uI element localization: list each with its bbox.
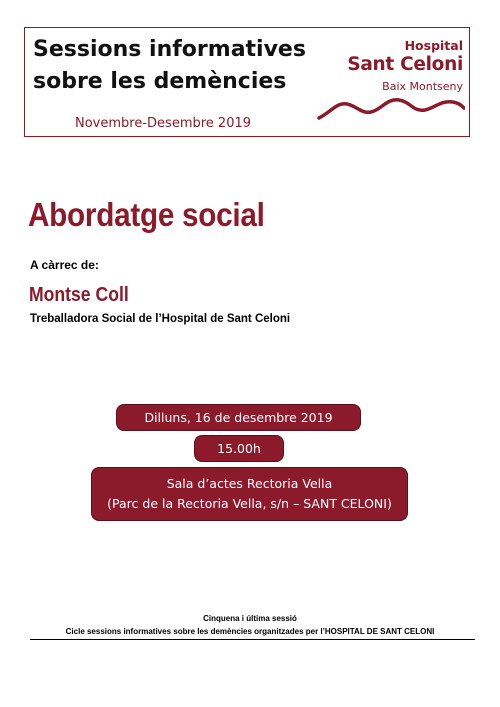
talk-title: Abordatge social	[28, 196, 265, 233]
by-label: A càrrec de:	[30, 258, 99, 272]
series-title-line2: sobre les demències	[33, 69, 287, 94]
speaker-role: Treballadora Social de l’Hospital de Sant Celoni	[30, 313, 291, 325]
speaker-name: Montse Coll	[29, 284, 129, 306]
logo-hospital-text: Hospital	[404, 38, 463, 53]
logo-wave-icon	[317, 88, 465, 124]
footer-cycle-text: Cicle sessions informatives sobre les demències organitzades per l’HOSPITAL DE SANT CELONI	[65, 627, 435, 636]
event-address: (Parc de la Rectoria Vella, s/n – SANT CELONI)	[107, 496, 392, 511]
series-title	[33, 34, 306, 98]
logo-santceloni-text: Sant Celoni	[347, 54, 463, 75]
event-time-badge: 15.00h	[195, 436, 283, 461]
hospital-logo	[317, 36, 465, 124]
footer-divider	[30, 639, 475, 640]
event-date-badge: Dilluns, 16 de desembre 2019	[117, 405, 360, 430]
series-title-line1: Sessions informatives	[33, 37, 306, 62]
event-venue: Sala d’actes Rectoria Vella	[166, 476, 333, 491]
header-box	[24, 27, 470, 137]
logo-baix-montseny-text: Baix Montseny	[382, 80, 463, 93]
series-dates: Novembre-Desembre 2019	[75, 116, 252, 131]
event-venue-badge	[92, 468, 407, 520]
footer-session-text: Cinquena i última sessió	[203, 614, 297, 623]
